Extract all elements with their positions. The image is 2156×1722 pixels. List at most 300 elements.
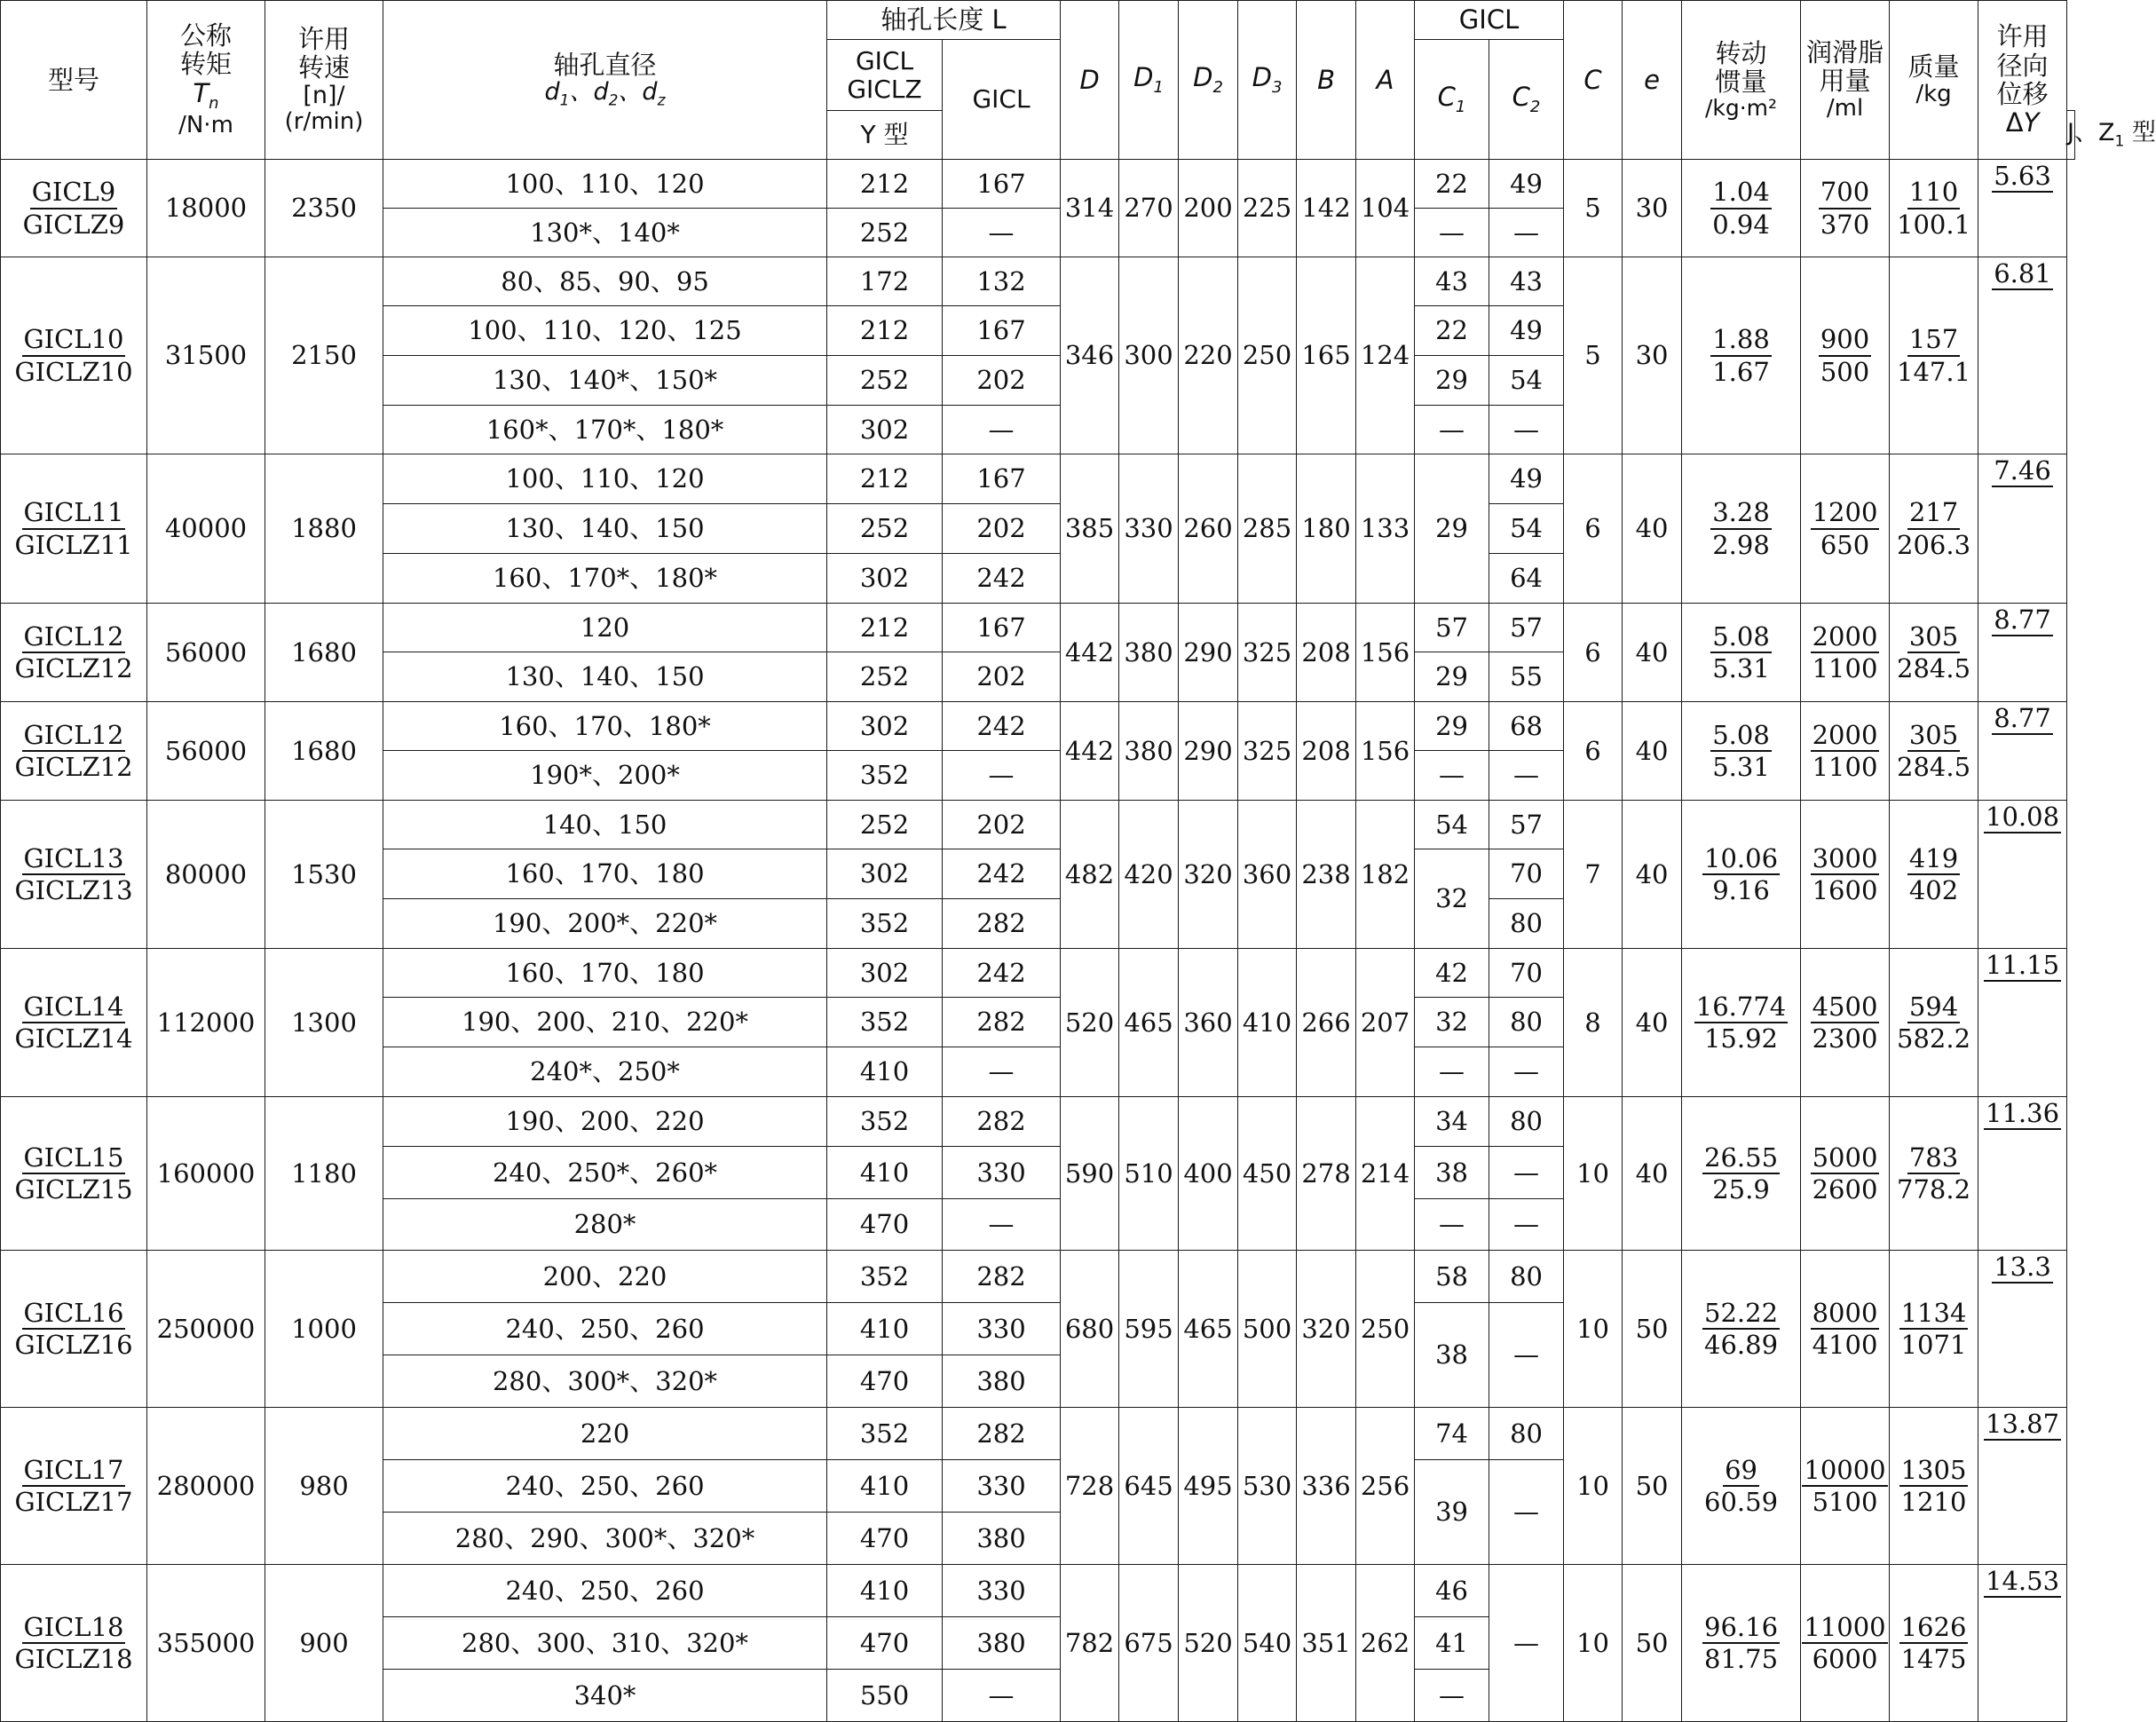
dim-B-cell: 208 (1297, 702, 1356, 801)
bore-length-j-cell: — (943, 1047, 1061, 1097)
bore-length-j-cell: 202 (943, 652, 1061, 702)
c2-cell: — (1489, 751, 1564, 801)
speed-cell: 2350 (265, 160, 383, 257)
model-cell (1, 1097, 147, 1251)
bore-diameter-cell: 190*、200* (383, 751, 827, 801)
model-names: $\frac{\text{GⅠCL13}}{\text{GⅠCLZ13}}$ (14, 842, 133, 905)
bore-diameter-cell: 340* (383, 1670, 827, 1722)
dim-B-cell: 238 (1297, 801, 1356, 949)
bore-length-j-cell: — (943, 209, 1061, 257)
grease-values: $\frac{900}{500}$ (1820, 324, 1870, 387)
bore-length-y-cell: 352 (827, 1097, 943, 1147)
dim-D2-cell: 495 (1179, 1408, 1238, 1565)
speed-cell: 1180 (265, 1097, 383, 1251)
dim-D-cell: 680 (1061, 1251, 1119, 1408)
dim-e-cell: 30 (1623, 257, 1682, 454)
dim-B-cell: 336 (1297, 1408, 1356, 1565)
dim-D-cell: 728 (1061, 1408, 1119, 1565)
bore-length-j-cell: 282 (943, 899, 1061, 949)
c1-cell: 58 (1415, 1251, 1489, 1303)
dim-e-cell: 40 (1623, 801, 1682, 949)
radial-displacement-cell (1978, 257, 2067, 454)
bore-length-y-cell: 302 (827, 702, 943, 751)
c2-cell: 49 (1489, 160, 1564, 209)
header-torque: 公称 转矩 $T_n$ /N·m (147, 1, 265, 160)
dim-D-cell: 442 (1061, 702, 1119, 801)
header-bore-length: 轴孔长度 L (827, 1, 1061, 40)
bore-diameter-cell: 160、170、180 (383, 849, 827, 899)
table-row (1, 949, 2075, 998)
bore-diameter-cell: 80、85、90、95 (383, 257, 827, 306)
inertia-values: $\frac{52.22}{46.89}$ (1704, 1297, 1779, 1360)
model-cell (1, 160, 147, 257)
inertia-values: $\frac{5.08}{5.31}$ (1712, 719, 1770, 782)
bore-length-y-cell: 252 (827, 209, 943, 257)
bore-length-y-cell: 302 (827, 949, 943, 998)
torque-cell: 280000 (147, 1408, 265, 1565)
dim-e-cell: 40 (1623, 604, 1682, 702)
radial-displacement-cell (1978, 949, 2067, 1097)
inertia-cell (1682, 1251, 1801, 1408)
table-row (1, 604, 2075, 652)
inertia-cell (1682, 160, 1801, 257)
bore-length-y-cell: 172 (827, 257, 943, 306)
c1-cell: 34 (1415, 1097, 1489, 1147)
dim-C-cell: 5 (1564, 160, 1623, 257)
bore-length-j-cell: 202 (943, 504, 1061, 554)
radial-displacement-cell (1978, 1565, 2067, 1722)
dim-A-cell: 156 (1356, 702, 1415, 801)
header-j-type: J、$Z_1$ 型 (2067, 111, 2075, 160)
inertia-values: $\frac{5.08}{5.31}$ (1712, 620, 1770, 683)
bore-length-j-cell: 330 (943, 1565, 1061, 1617)
c2-cell: 54 (1489, 504, 1564, 554)
bore-diameter-cell: 240、250、260 (383, 1303, 827, 1355)
bore-length-y-cell: 352 (827, 751, 943, 801)
grease-cell (1801, 1097, 1890, 1251)
dim-D-cell: 442 (1061, 604, 1119, 702)
inertia-values: $\frac{1.88}{1.67}$ (1712, 324, 1770, 387)
mass-cell (1890, 160, 1978, 257)
speed-cell: 1530 (265, 801, 383, 949)
model-cell (1, 257, 147, 454)
model-cell (1, 1251, 147, 1408)
inertia-cell (1682, 1565, 1801, 1722)
c1-cell: 32 (1415, 849, 1489, 949)
bore-diameter-cell: 160、170、180 (383, 949, 827, 998)
dim-A-cell: 156 (1356, 604, 1415, 702)
c1-cell: 41 (1415, 1617, 1489, 1670)
radial-displacement-value: 11.15 (1986, 950, 2060, 980)
mass-cell (1890, 1097, 1978, 1251)
inertia-values: $\frac{3.28}{2.98}$ (1712, 497, 1770, 560)
dim-D3-cell: 325 (1238, 702, 1297, 801)
bore-length-y-cell: 302 (827, 406, 943, 454)
model-cell (1, 1408, 147, 1565)
dim-D2-cell: 360 (1179, 949, 1238, 1097)
bore-length-y-cell: 352 (827, 998, 943, 1047)
c2-cell: — (1489, 1303, 1564, 1408)
grease-cell (1801, 949, 1890, 1097)
bore-diameter-cell: 280、300*、320* (383, 1355, 827, 1408)
c1-cell: 22 (1415, 160, 1489, 209)
dim-D3-cell: 540 (1238, 1565, 1297, 1722)
dim-D3-cell: 225 (1238, 160, 1297, 257)
bore-diameter-cell: 280、300、310、320* (383, 1617, 827, 1670)
bore-length-y-cell: 212 (827, 454, 943, 504)
bore-length-y-cell: 410 (827, 1047, 943, 1097)
dim-A-cell: 104 (1356, 160, 1415, 257)
radial-displacement-value: 13.3 (1994, 1252, 2051, 1282)
model-names: $\frac{\text{GⅠCL10}}{\text{GⅠCLZ10}}$ (14, 324, 133, 387)
mass-cell (1890, 801, 1978, 949)
grease-cell (1801, 604, 1890, 702)
bore-diameter-cell: 100、110、120 (383, 454, 827, 504)
bore-length-j-cell: 242 (943, 849, 1061, 899)
dim-D1-cell: 420 (1119, 801, 1179, 949)
radial-displacement-value: 11.36 (1986, 1098, 2060, 1128)
speed-cell: 2150 (265, 257, 383, 454)
inertia-cell (1682, 257, 1801, 454)
header-y-group: GⅠCL GⅠCLZ (827, 40, 943, 111)
header-C2: $C_2$ (1489, 40, 1564, 160)
bore-diameter-cell: 100、110、120、125 (383, 306, 827, 356)
grease-values: $\frac{3000}{1600}$ (1812, 842, 1878, 905)
grease-cell (1801, 454, 1890, 604)
header-y-type: Y 型 (827, 111, 943, 160)
radial-displacement-cell (1978, 801, 2067, 949)
dim-D3-cell: 450 (1238, 1097, 1297, 1251)
radial-displacement-value: 13.87 (1986, 1409, 2060, 1439)
inertia-cell (1682, 604, 1801, 702)
dim-A-cell: 207 (1356, 949, 1415, 1097)
mass-values: $\frac{783}{778.2}$ (1897, 1141, 1971, 1205)
mass-cell (1890, 1408, 1978, 1565)
dim-D-cell: 590 (1061, 1097, 1119, 1251)
c2-cell: — (1489, 1565, 1564, 1722)
mass-values: $\frac{1305}{1210}$ (1900, 1454, 1967, 1517)
inertia-values: $\frac{10.06}{9.16}$ (1704, 842, 1779, 905)
mass-cell (1890, 604, 1978, 702)
bore-length-j-cell: — (943, 1670, 1061, 1722)
grease-values: $\frac{1200}{650}$ (1812, 497, 1878, 560)
inertia-cell (1682, 454, 1801, 604)
radial-displacement-value: 8.77 (1994, 604, 2051, 635)
dim-B-cell: 266 (1297, 949, 1356, 1097)
mass-values: $\frac{217}{206.3}$ (1897, 497, 1971, 560)
bore-length-j-cell: 167 (943, 160, 1061, 209)
dim-D3-cell: 285 (1238, 454, 1297, 604)
dim-C-cell: 7 (1564, 801, 1623, 949)
table-header (1, 1, 2156, 160)
dim-C-cell: 10 (1564, 1565, 1623, 1722)
c1-cell: — (1415, 1670, 1489, 1722)
radial-displacement-cell (1978, 454, 2067, 604)
dim-D-cell: 385 (1061, 454, 1119, 604)
bore-diameter-cell: 130、140*、150* (383, 356, 827, 406)
header-inertia: 转动 惯量 /kg·m² (1682, 1, 1801, 160)
c2-cell: 43 (1489, 257, 1564, 306)
model-cell (1, 702, 147, 801)
dim-C-cell: 10 (1564, 1251, 1623, 1408)
bore-diameter-symbols: $d_1$、$d_2$、$d_z$ (544, 78, 666, 110)
bore-length-y-cell: 470 (827, 1617, 943, 1670)
bore-length-j-cell: 330 (943, 1460, 1061, 1513)
c2-cell: 49 (1489, 306, 1564, 356)
table-body (1, 160, 2075, 1722)
table-row (1, 257, 2075, 306)
bore-length-y-cell: 212 (827, 160, 943, 209)
dim-D2-cell: 400 (1179, 1097, 1238, 1251)
dim-A-cell: 256 (1356, 1408, 1415, 1565)
bore-diameter-cell: 160、170*、180* (383, 554, 827, 604)
dim-e-cell: 40 (1623, 702, 1682, 801)
dim-D3-cell: 250 (1238, 257, 1297, 454)
bore-length-y-cell: 470 (827, 1355, 943, 1408)
c1-cell: 43 (1415, 257, 1489, 306)
c1-cell: — (1415, 406, 1489, 454)
c1-cell: 42 (1415, 949, 1489, 998)
model-names: $\frac{\text{GⅠCL11}}{\text{GⅠCLZ11}}$ (14, 497, 133, 560)
bore-diameter-cell: 140、150 (383, 801, 827, 849)
dim-C-cell: 6 (1564, 702, 1623, 801)
mass-values: $\frac{419}{402}$ (1908, 842, 1959, 905)
c2-cell: 68 (1489, 702, 1564, 751)
grease-values: $\frac{5000}{2600}$ (1812, 1141, 1878, 1205)
model-names: $\frac{\text{GⅠCL14}}{\text{GⅠCLZ14}}$ (14, 991, 133, 1054)
c1-cell: 22 (1415, 306, 1489, 356)
c1-cell: 29 (1415, 454, 1489, 604)
dim-B-cell: 142 (1297, 160, 1356, 257)
grease-values: $\frac{10000}{5100}$ (1804, 1454, 1886, 1517)
dim-e-cell: 50 (1623, 1565, 1682, 1722)
c2-cell: 70 (1489, 949, 1564, 998)
grease-values: $\frac{2000}{1100}$ (1812, 620, 1878, 683)
mass-cell (1890, 257, 1978, 454)
torque-cell: 160000 (147, 1097, 265, 1251)
dim-D2-cell: 320 (1179, 801, 1238, 949)
header-bore-diameter: 轴孔直径 $d_1$、$d_2$、$d_z$ (383, 1, 827, 160)
c2-cell: 57 (1489, 801, 1564, 849)
model-cell (1, 604, 147, 702)
bore-length-y-cell: 410 (827, 1147, 943, 1199)
speed-cell: 1680 (265, 702, 383, 801)
dim-A-cell: 182 (1356, 801, 1415, 949)
bore-length-j-cell: 282 (943, 1408, 1061, 1460)
bore-length-y-cell: 352 (827, 1408, 943, 1460)
model-names: $\frac{\text{GⅠCL16}}{\text{GⅠCLZ16}}$ (14, 1297, 133, 1360)
grease-cell (1801, 160, 1890, 257)
c1-cell: 29 (1415, 702, 1489, 751)
dim-D1-cell: 380 (1119, 702, 1179, 801)
bore-length-y-cell: 470 (827, 1513, 943, 1565)
torque-cell: 56000 (147, 702, 265, 801)
bore-diameter-cell: 240、250、260 (383, 1565, 827, 1617)
model-names: $\frac{\text{GⅠCL15}}{\text{GⅠCLZ15}}$ (14, 1141, 133, 1205)
dim-D1-cell: 380 (1119, 604, 1179, 702)
speed-cell: 1680 (265, 604, 383, 702)
c1-cell: 46 (1415, 1565, 1489, 1617)
speed-cell: 900 (265, 1565, 383, 1722)
dim-e-cell: 40 (1623, 949, 1682, 1097)
inertia-values: $\frac{1.04}{0.94}$ (1712, 177, 1770, 240)
mass-values: $\frac{594}{582.2}$ (1897, 991, 1971, 1054)
bore-length-y-cell: 252 (827, 504, 943, 554)
c2-cell: 80 (1489, 1251, 1564, 1303)
torque-cell: 112000 (147, 949, 265, 1097)
header-C: C (1564, 1, 1623, 160)
c2-cell: 57 (1489, 604, 1564, 652)
bore-length-j-cell: 167 (943, 604, 1061, 652)
mass-values: $\frac{305}{284.5}$ (1897, 719, 1971, 782)
dim-B-cell: 351 (1297, 1565, 1356, 1722)
c1-cell: 54 (1415, 801, 1489, 849)
dim-C-cell: 10 (1564, 1408, 1623, 1565)
bore-length-j-cell: 242 (943, 702, 1061, 751)
header-D2: $D_2$ (1179, 1, 1238, 160)
dim-D1-cell: 300 (1119, 257, 1179, 454)
torque-symbol: $T_n$ (193, 77, 219, 113)
bore-diameter-cell: 190、200、210、220* (383, 998, 827, 1047)
table-row (1, 454, 2075, 504)
bore-length-j-cell: 380 (943, 1617, 1061, 1670)
dim-D2-cell: 290 (1179, 604, 1238, 702)
model-cell (1, 454, 147, 604)
bore-length-j-cell: 167 (943, 306, 1061, 356)
bore-length-y-cell: 252 (827, 652, 943, 702)
c2-cell: — (1489, 406, 1564, 454)
bore-length-j-cell: — (943, 1199, 1061, 1251)
radial-displacement-cell (1978, 604, 2067, 702)
c2-cell: 80 (1489, 1408, 1564, 1460)
dim-C-cell: 5 (1564, 257, 1623, 454)
inertia-values: $\frac{96.16}{81.75}$ (1704, 1611, 1779, 1674)
speed-cell: 1000 (265, 1251, 383, 1408)
c2-cell: 80 (1489, 899, 1564, 949)
dim-B-cell: 320 (1297, 1251, 1356, 1408)
inertia-cell (1682, 801, 1801, 949)
dim-C-cell: 8 (1564, 949, 1623, 1097)
table-row (1, 702, 2075, 751)
dim-B-cell: 208 (1297, 604, 1356, 702)
bore-length-y-cell: 410 (827, 1460, 943, 1513)
mass-cell (1890, 454, 1978, 604)
bore-length-j-cell: 242 (943, 949, 1061, 998)
dim-D3-cell: 410 (1238, 949, 1297, 1097)
dim-D2-cell: 520 (1179, 1565, 1238, 1722)
dim-D-cell: 520 (1061, 949, 1119, 1097)
c2-cell: 49 (1489, 454, 1564, 504)
inertia-cell (1682, 1408, 1801, 1565)
bore-diameter-cell: 240*、250* (383, 1047, 827, 1097)
inertia-cell (1682, 1097, 1801, 1251)
dim-D2-cell: 200 (1179, 160, 1238, 257)
dim-D2-cell: 260 (1179, 454, 1238, 604)
c1-cell: 29 (1415, 652, 1489, 702)
torque-cell: 80000 (147, 801, 265, 949)
grease-values: $\frac{4500}{2300}$ (1812, 991, 1878, 1054)
torque-cell: 18000 (147, 160, 265, 257)
dim-D1-cell: 595 (1119, 1251, 1179, 1408)
delta-y-symbol: ΔY (2005, 107, 2040, 138)
dim-e-cell: 50 (1623, 1408, 1682, 1565)
inertia-values: $\frac{26.55}{25.9}$ (1704, 1141, 1779, 1205)
header-D3: $D_3$ (1238, 1, 1297, 160)
radial-displacement-value: 6.81 (1994, 258, 2051, 288)
bore-length-y-cell: 302 (827, 849, 943, 899)
torque-cell: 250000 (147, 1251, 265, 1408)
grease-cell (1801, 702, 1890, 801)
bore-length-y-cell: 212 (827, 306, 943, 356)
bore-length-j-cell: 282 (943, 1251, 1061, 1303)
c2-cell: — (1489, 1147, 1564, 1199)
c1-cell: 38 (1415, 1303, 1489, 1408)
c1-cell: — (1415, 209, 1489, 257)
model-names: $\frac{\text{GⅠCL9}}{\text{GⅠCLZ9}}$ (22, 177, 125, 240)
header-grease: 润滑脂 用量 /ml (1801, 1, 1890, 160)
mass-cell (1890, 949, 1978, 1097)
c2-cell: — (1489, 1199, 1564, 1251)
dim-B-cell: 165 (1297, 257, 1356, 454)
inertia-values: $\frac{69}{60.59}$ (1704, 1454, 1779, 1517)
dim-D1-cell: 465 (1119, 949, 1179, 1097)
bore-length-y-cell: 352 (827, 1251, 943, 1303)
bore-length-y-cell: 252 (827, 801, 943, 849)
radial-displacement-value: 14.53 (1986, 1566, 2060, 1596)
grease-values: $\frac{2000}{1100}$ (1812, 719, 1878, 782)
dim-A-cell: 262 (1356, 1565, 1415, 1722)
torque-cell: 355000 (147, 1565, 265, 1722)
header-mass: 质量 /kg (1890, 1, 1978, 160)
bore-diameter-cell: 240、250*、260* (383, 1147, 827, 1199)
bore-diameter-cell: 130、140、150 (383, 652, 827, 702)
header-j-group: GⅠCL (943, 40, 1061, 160)
radial-displacement-cell (1978, 1251, 2067, 1408)
model-names: $\frac{\text{GⅠCL12}}{\text{GⅠCLZ12}}$ (14, 620, 133, 683)
grease-cell (1801, 1251, 1890, 1408)
dim-A-cell: 214 (1356, 1097, 1415, 1251)
dim-D3-cell: 530 (1238, 1408, 1297, 1565)
c2-cell: 64 (1489, 554, 1564, 604)
radial-displacement-cell (1978, 1408, 2067, 1565)
mass-values: $\frac{157}{147.1}$ (1897, 324, 1971, 387)
bore-length-j-cell: 330 (943, 1147, 1061, 1199)
header-C1: $C_1$ (1415, 40, 1489, 160)
radial-displacement-cell (1978, 1097, 2067, 1251)
radial-displacement-cell (1978, 160, 2067, 257)
bore-length-y-cell: 352 (827, 899, 943, 949)
c1-cell: 57 (1415, 604, 1489, 652)
bore-length-j-cell: 202 (943, 356, 1061, 406)
c2-cell: — (1489, 209, 1564, 257)
table-row (1, 801, 2075, 849)
mass-cell (1890, 1251, 1978, 1408)
c2-cell: 55 (1489, 652, 1564, 702)
dim-D3-cell: 360 (1238, 801, 1297, 949)
header-c-group: GⅠCL (1415, 1, 1564, 40)
grease-values: $\frac{11000}{6000}$ (1804, 1611, 1886, 1674)
dim-D2-cell: 465 (1179, 1251, 1238, 1408)
torque-cell: 56000 (147, 604, 265, 702)
bore-length-y-cell: 470 (827, 1199, 943, 1251)
dim-D2-cell: 290 (1179, 702, 1238, 801)
bore-length-y-cell: 410 (827, 1303, 943, 1355)
grease-cell (1801, 801, 1890, 949)
model-cell (1, 949, 147, 1097)
radial-displacement-value: 8.77 (1994, 703, 2051, 733)
dim-D1-cell: 510 (1119, 1097, 1179, 1251)
dim-C-cell: 6 (1564, 604, 1623, 702)
